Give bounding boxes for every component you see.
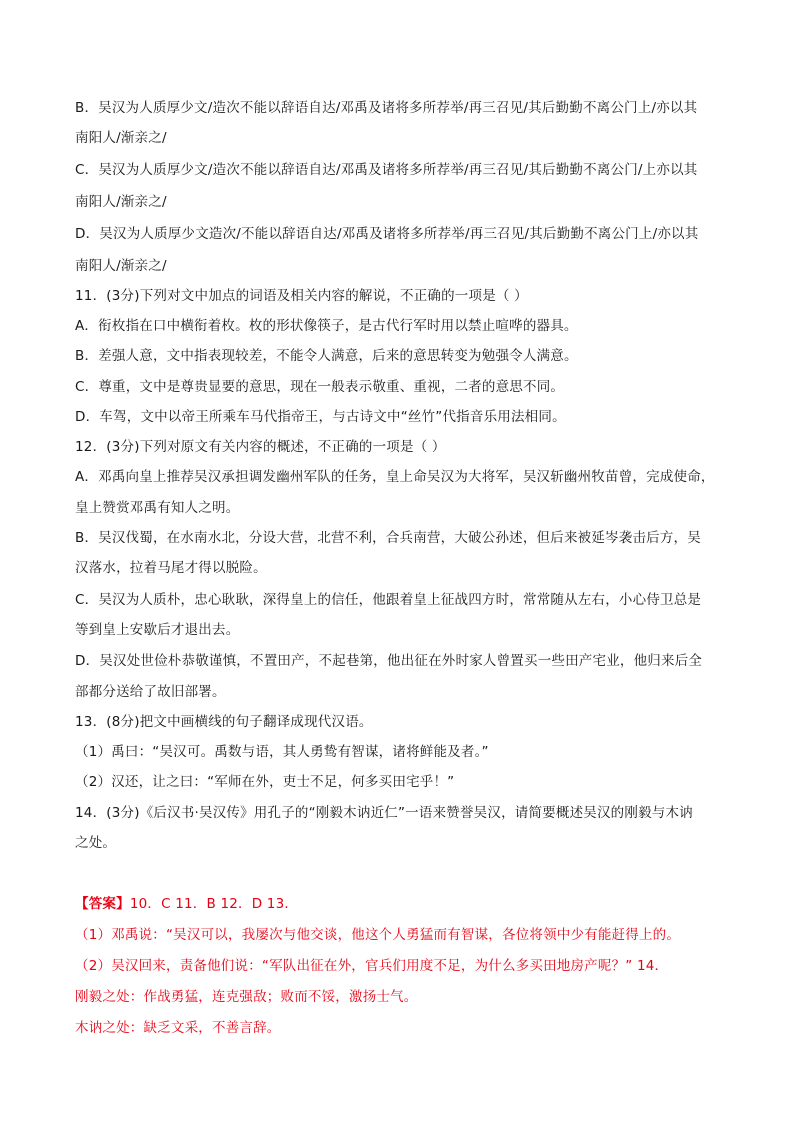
q13-sentence-2: （2）汉还，让之曰：“军师在外，吏士不足，何多买田宅乎！” [75,774,455,790]
q11-option-b: B．差强人意，文中指表现较差，不能令人满意，后来的意思转变为勉强令人满意。 [75,348,578,364]
option-c-line-1: C．吴汉为人质厚少文/造次不能以辞语自达/邓禹及诸将多所荐举/再三召见/其后勤勤不离公门/上亦以其 [75,162,698,178]
q11-option-a: A．衔枚指在口中横衔着枚。枚的形状像筷子，是古代行军时用以禁止喧哗的器具。 [75,318,578,334]
question-14-2: 之处。 [75,835,117,851]
option-b-line-2: 南阳人/渐亲之/ [75,130,167,146]
question-11: 11．(3分)下列对文中加点的词语及相关内容的解说，不正确的一项是（ ） [75,288,528,304]
answer-line-2: （2）吴汉回来，责备他们说：“军队出征在外，官兵们用度不足，为什么多买田地房产呢？” 14． [75,958,669,974]
question-14-1: 14．(3分)《后汉书·吴汉传》用孔子的“刚毅木讷近仁”一语来赞誉吴汉，请简要概述吴汉的刚毅与木讷 [75,805,693,821]
q12-option-a-2: 皇上赞赏邓禹有知人之明。 [75,500,240,516]
answer-line-3: 刚毅之处：作战勇猛，连克强敌；败而不馁，激扬士气。 [75,989,418,1005]
option-d-line-2: 南阳人/渐亲之/ [75,258,167,274]
q12-option-a-1: A．邓禹向皇上推荐吴汉承担调发幽州军队的任务，皇上命吴汉为大将军，吴汉斩幽州牧苗曾，完成使命， [75,469,715,485]
answer-line-4: 木讷之处：缺乏文采，不善言辞。 [75,1020,281,1036]
q12-option-b-2: 汉落水，拉着马尾才得以脱险。 [75,560,267,576]
q11-option-c: C．尊重，文中是尊贵显要的意思，现在一般表示敬重、重视，二者的意思不同。 [75,379,565,395]
answer-header [75,894,735,914]
q12-option-d-1: D．吴汉处世俭朴恭敬谨慎，不置田产，不起巷第，他出征在外时家人曾置买一些田产宅业，他归来后全 [75,653,703,669]
q12-option-d-2: 部都分送给了故旧部署。 [75,684,226,700]
question-13: 13．(8分)把文中画横线的句子翻译成现代汉语。 [75,714,373,730]
option-d-line-1: D．吴汉为人质厚少文造次/不能以辞语自达/邓禹及诸将多所荐举/再三召见/其后勤勤不离公门上/亦以其 [75,226,699,242]
option-c-line-2: 南阳人/渐亲之/ [75,194,167,210]
answer-line-1: （1）邓禹说：“吴汉可以，我屡次与他交谈，他这个人勇猛而有智谋，各位将领中少有能赶得上的。 [75,927,681,943]
q13-sentence-1: （1）禹曰：“吴汉可。禹数与语，其人勇鸷有智谋，诸将鲜能及者。” [75,744,489,760]
answer-choices: 10．C 11．B 12．D 13． [129,896,299,912]
q12-option-c-1: C．吴汉为人质朴，忠心耿耿，深得皇上的信任，他跟着皇上征战四方时，常常随从左右，小心侍卫总是 [75,592,702,608]
q11-option-d: D．车驾，文中以帝王所乘车马代指帝王，与古诗文中“丝竹”代指音乐用法相同。 [75,409,566,425]
answer-label: 【答案】 [75,896,130,912]
question-12: 12．(3分)下列对原文有关内容的概述，不正确的一项是（ ） [75,439,446,455]
option-b-line-1: B．吴汉为人质厚少文/造次不能以辞语自达/邓禹及诸将多所荐举/再三召见/其后勤勤不离公门上/亦以其 [75,100,698,116]
q12-option-b-1: B．吴汉伐蜀，在水南水北，分设大营，北营不利，合兵南营，大破公孙述，但后来被延岑袭击后方，吴 [75,530,701,546]
q12-option-c-2: 等到皇上安歇后才退出去。 [75,622,240,638]
